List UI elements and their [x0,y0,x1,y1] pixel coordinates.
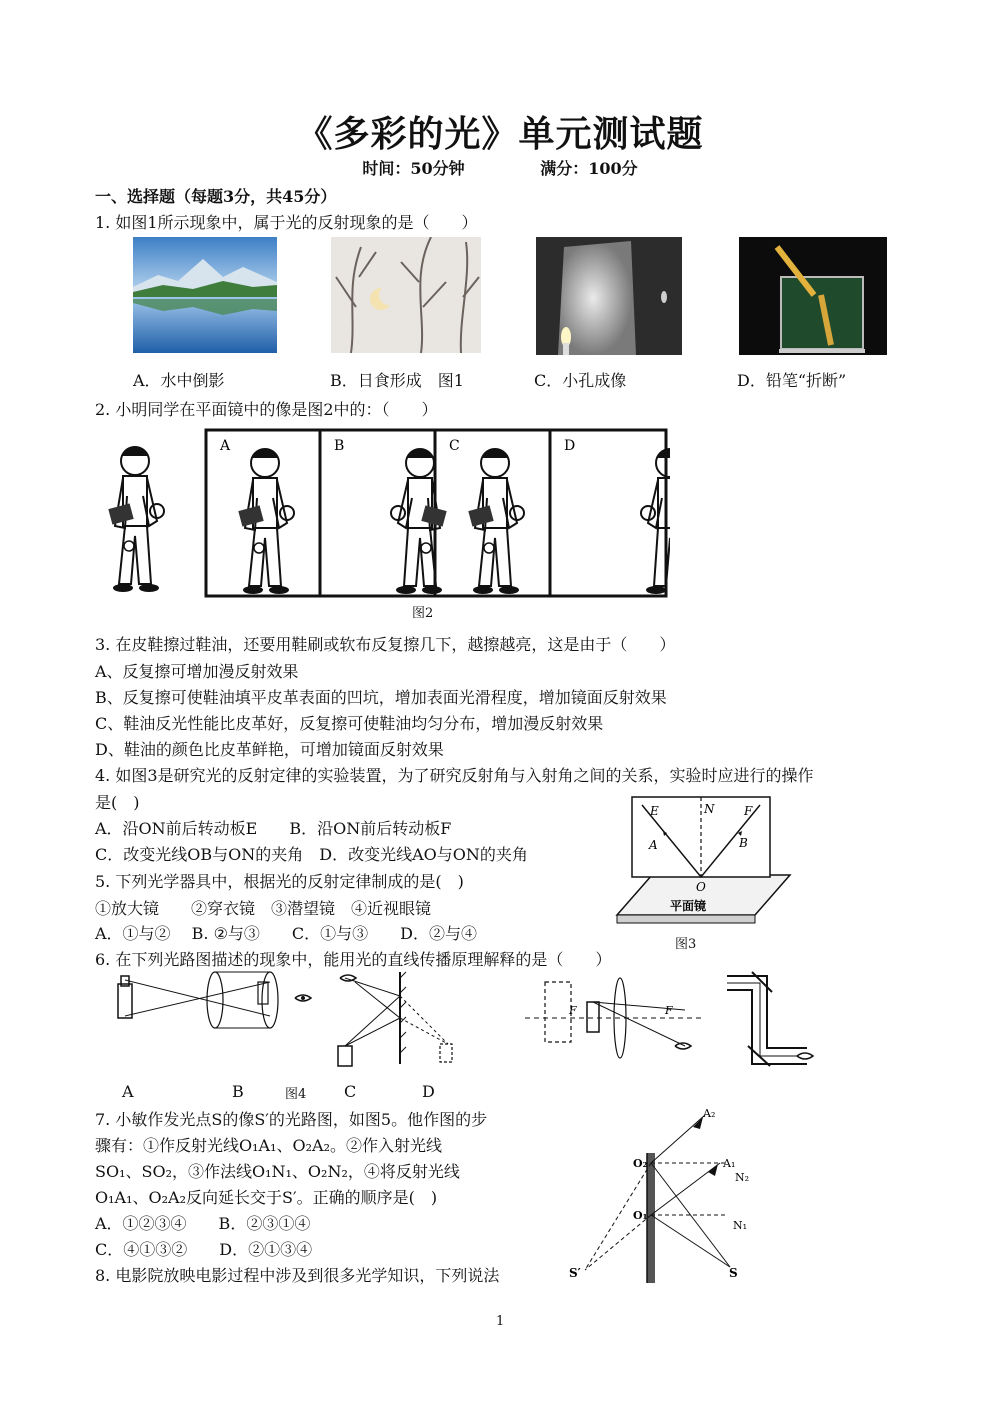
q6-label-a: A [122,1082,134,1101]
q5-stem: 5. 下列光学器具中，根据光的反射定律制成的是( ) [95,872,464,891]
q4-reflection-apparatus-figure [612,795,792,935]
q2-fig-caption: 图2 [412,606,434,621]
q7-label-s: S [729,1266,738,1280]
q7-options-ab: A．①②③④ B．②③①④ [95,1214,311,1233]
page-title: 《多彩的光》单元测试题 [296,113,704,155]
q4-label-e: E [650,804,659,818]
q3-option-c: C、鞋油反光性能比皮革好，反复擦可使鞋油均匀分布，增加漫反射效果 [95,714,604,733]
q1-option-c: C．小孔成像 [534,371,627,390]
q7-label-a1: A₁ [723,1157,736,1170]
q3-option-d: D、鞋油的颜色比皮革鲜艳，可增加镜面反射效果 [95,740,444,759]
q7-stem-line4: O₁A₁、O₂A₂反向延长交于S′。正确的顺序是( ) [95,1188,438,1207]
q6-label-b: B [232,1082,244,1101]
q5-items: ①放大镜 ②穿衣镜 ③潜望镜 ④近视眼镜 [95,899,432,918]
pinhole-image-photo [536,237,682,355]
q3-option-b: B、反复擦可使鞋油填平皮革表面的凹坑，增加表面光滑程度，增加镜面反射效果 [95,688,667,707]
q2-fig-label-d: D [564,438,576,454]
q4-label-f: F [744,804,753,818]
q7-options-cd: C．④①③② D．②①③④ [95,1240,313,1259]
q3-stem: 3. 在皮鞋擦过鞋油，还要用鞋刷或软布反复擦几下，越擦越亮，这是由于（ ） [95,635,676,654]
q6-label-c: C [344,1082,357,1101]
q6-fig-c-focal-left: F [569,1004,577,1017]
q2-fig-label-b: B [334,438,345,454]
q7-label-o2: O₂ [633,1157,648,1170]
q6-fig-b-mirror [330,968,460,1068]
q7-label-a2: A₂ [703,1107,716,1120]
lake-reflection-photo [133,237,277,353]
q4-label-a: A [649,838,658,852]
time-label: 时间：50分钟 [362,159,465,178]
section-heading: 一、选择题（每题3分，共45分） [95,187,337,206]
q7-stem-line2: 骤有：①作反射光线O₁A₁、O₂A₂。②作入射光线 [95,1136,443,1155]
q4-label-b: B [739,836,748,850]
q7-light-path-figure [565,1105,765,1285]
q3-option-a: A、反复擦可增加漫反射效果 [95,662,299,681]
q6-fig-c-lens [525,968,705,1060]
q7-label-n1: N₁ [733,1219,748,1232]
q7-label-o1: O₁ [633,1209,648,1222]
q1-stem: 1. 如图1所示现象中，属于光的反射现象的是（ ） [95,213,478,232]
q4-fig-caption: 图3 [675,937,697,952]
exam-meta [0,156,1000,179]
q4-label-o: O [696,880,706,894]
q4-label-mirror: 平面镜 [670,899,707,913]
q2-mirror-figure [100,424,670,604]
page-number: 1 [496,1314,505,1329]
q2-fig-label-c: C [449,438,460,454]
q4-options-ab: A．沿ON前后转动板E B．沿ON前后转动板F [95,819,452,838]
q1-option-b: B．日食形成 图1 [330,371,464,390]
q1-option-d: D．铅笔“折断” [737,371,847,390]
q6-fig-caption: 图4 [285,1087,307,1102]
score-label: 满分：100分 [540,159,638,178]
q7-stem-line3: SO₁、SO₂，③作法线O₁N₁、O₂N₂，④将反射光线 [95,1162,460,1181]
q6-label-d: D [422,1082,435,1101]
pencil-in-water-photo [739,237,887,355]
q4-stem-line1: 4. 如图3是研究光的反射定律的实验装置，为了研究反射角与入射角之间的关系，实验时应进行的操作 [95,766,814,785]
q6-fig-d-periscope [722,968,822,1068]
q4-label-n: N [704,802,715,816]
q2-stem: 2. 小明同学在平面镜中的像是图2中的：（ ） [95,400,438,419]
q1-option-a: A．水中倒影 [133,371,225,390]
q7-label-n2: N₂ [735,1171,750,1184]
q5-options: A．①与② B. ②与③ C．①与③ D．②与④ [95,924,477,943]
q4-stem-line2: 是( ) [95,793,140,812]
q6-stem: 6. 在下列光路图描述的现象中，能用光的直线传播原理解释的是（ ） [95,950,612,969]
q8-stem: 8. 电影院放映电影过程中涉及到很多光学知识，下列说法 [95,1266,500,1285]
q6-fig-a-pinhole [110,968,320,1030]
q6-fig-c-focal-right: F [665,1004,673,1017]
q4-options-cd: C．改变光线OB与ON的夹角 D．改变光线AO与ON的夹角 [95,845,528,864]
q2-fig-label-a: A [220,438,231,454]
q7-label-s-image: S′ [569,1266,581,1280]
q7-stem-line1: 7. 小敏作发光点S的像S′的光路图，如图5。他作图的步 [95,1110,488,1129]
solar-eclipse-photo [331,237,481,353]
